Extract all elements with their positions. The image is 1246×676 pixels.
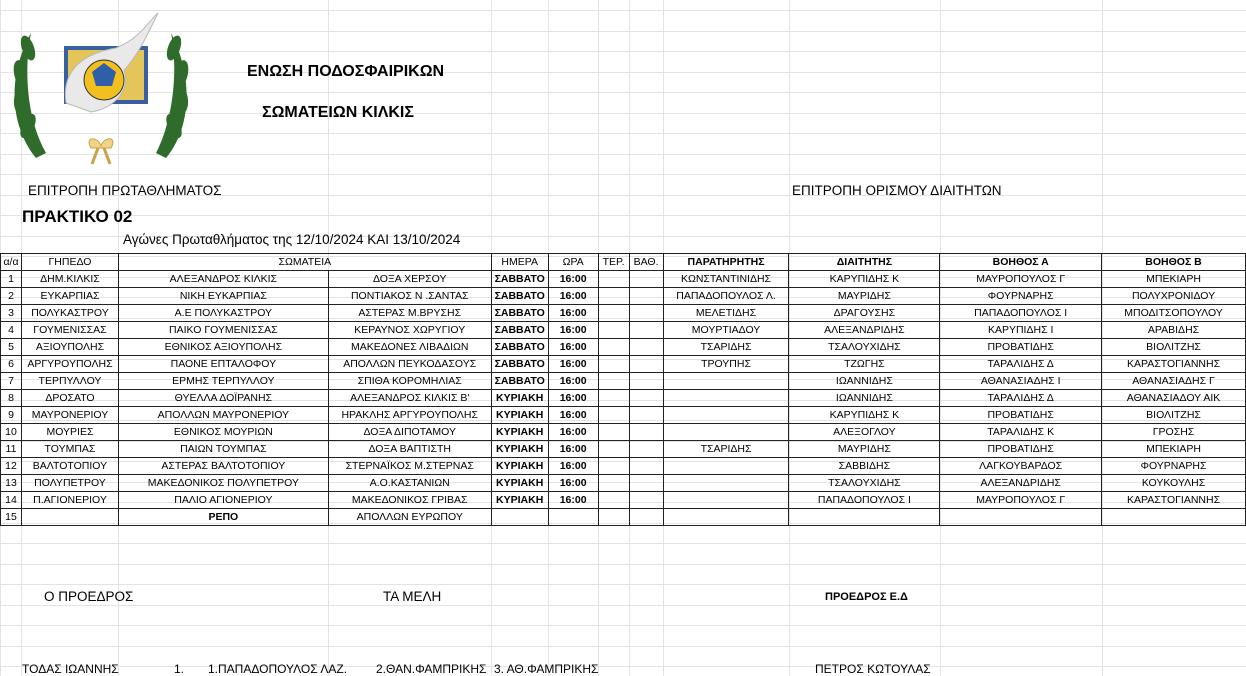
assistant-b-cell: ΚΑΡΑΣΤΟΓΙΑΝΝΗΣ [1102,356,1246,373]
vath-cell [629,407,663,424]
venue-cell [21,509,118,526]
venue-cell: ΔΡΟΣΑΤΟ [21,390,118,407]
ter-cell [598,339,629,356]
referee-cell: ΤΣΑΛΟΥΧΙΔΗΣ [789,475,940,492]
committee-right: ΕΠΙΤΡΟΠΗ ΟΡΙΣΜΟΥ ΔΙΑΙΤΗΤΩΝ [792,183,1002,198]
referee-cell: ΜΑΥΡΙΔΗΣ [789,288,940,305]
row-index-cell: 14 [1,492,22,509]
assistant-a-cell: ΠΡΟΒΑΤΙΔΗΣ [940,339,1102,356]
row-index-cell: 8 [1,390,22,407]
time-cell: 16:00 [548,288,598,305]
time-cell: 16:00 [548,390,598,407]
table-row [1,441,1246,458]
row-index-cell: 7 [1,373,22,390]
time-cell: 16:00 [548,475,598,492]
grid-line [0,174,1246,175]
table-header-row [1,254,1246,271]
referee-cell: ΚΑΡΥΠΙΔΗΣ Κ [789,407,940,424]
row-index-cell: 15 [1,509,22,526]
ter-cell [598,356,629,373]
row-index-cell: 6 [1,356,22,373]
table-row [1,492,1246,509]
away-team-cell: ΔΟΞΑ ΧΕΡΣΟΥ [328,271,491,288]
away-team-cell: ΗΡΑΚΛΗΣ ΑΡΓΥΡΟΥΠΟΛΗΣ [328,407,491,424]
ter-cell [598,475,629,492]
observer-cell: ΤΣΑΡΙΔΗΣ [663,441,789,458]
venue-cell: ΠΟΛΥΠΕΤΡΟΥ [21,475,118,492]
venue-cell: ΠΟΛΥΚΑΣΤΡΟΥ [21,305,118,322]
observer-cell [663,390,789,407]
col-header-referee: ΔΙΑΙΤΗΤΗΣ [789,254,940,271]
referee-cell: ΜΑΥΡΙΔΗΣ [789,441,940,458]
col-header-day: ΗΜΕΡΑ [491,254,548,271]
ter-cell [598,407,629,424]
grid-line [0,666,1246,667]
assistant-a-cell: ΑΘΑΝΑΣΙΑΔΗΣ Ι [940,373,1102,390]
member-1-name: 1.ΠΑΠΑΔΟΠΟΥΛΟΣ ΛΑΖ. [208,662,348,676]
grid-line [0,543,1246,544]
day-cell: ΚΥΡΙΑΚΗ [491,492,548,509]
home-team-cell: ΝΙΚΗ ΕΥΚΑΡΠΙΑΣ [118,288,328,305]
assistant-a-cell: ΤΑΡΑΛΙΔΗΣ Δ [940,356,1102,373]
referee-cell: ΤΖΩΓΗΣ [789,356,940,373]
observer-cell [663,458,789,475]
away-team-cell: ΑΠΟΛΛΩΝ ΕΥΡΩΠΟΥ [328,509,491,526]
home-team-cell: ΜΑΚΕΔΟΝΙΚΟΣ ΠΟΛΥΠΕΤΡΟΥ [118,475,328,492]
venue-cell: ΤΕΡΠΥΛΛΟΥ [21,373,118,390]
org-title-line1: ΕΝΩΣΗ ΠΟΔΟΣΦΑΙΡΙΚΩΝ [247,63,445,80]
referee-cell: ΔΡΑΓΟΥΣΗΣ [789,305,940,322]
observer-cell: ΜΟΥΡΤΙΑΔΟΥ [663,322,789,339]
day-cell: ΚΥΡΙΑΚΗ [491,424,548,441]
assistant-a-cell [940,509,1102,526]
venue-cell: Π.ΑΓΙΟΝΕΡΙΟΥ [21,492,118,509]
observer-cell [663,475,789,492]
referee-cell: ΑΛΕΞΟΓΛΟΥ [789,424,940,441]
day-cell: ΣΑΒΒΑΤΟ [491,339,548,356]
grid-line [0,215,1246,216]
vath-cell [629,271,663,288]
home-team-cell: ΠΑΙΩΝ ΤΟΥΜΠΑΣ [118,441,328,458]
referee-cell: ΠΑΠΑΔΟΠΟΥΛΟΣ Ι [789,492,940,509]
time-cell: 16:00 [548,441,598,458]
col-header-time: ΩΡΑ [548,254,598,271]
referee-cell: ΚΑΡΥΠΙΔΗΣ Κ [789,271,940,288]
assistant-b-cell: ΜΠΕΚΙΑΡΗ [1102,271,1246,288]
assistant-a-cell: ΑΛΕΞΑΝΔΡΙΔΗΣ [940,475,1102,492]
assistant-b-cell: ΑΘΑΝΑΣΙΑΔΟΥ ΑΙΚ [1102,390,1246,407]
row-index-cell: 1 [1,271,22,288]
time-cell: 16:00 [548,305,598,322]
day-cell: ΣΑΒΒΑΤΟ [491,356,548,373]
row-index-cell: 3 [1,305,22,322]
table-row [1,407,1246,424]
time-cell: 16:00 [548,271,598,288]
home-team-cell: ΡΕΠΟ [118,509,328,526]
ter-cell [598,271,629,288]
observer-cell [663,424,789,441]
home-team-cell: ΠΑΟΝΕ ΕΠΤΑΛΟΦΟΥ [118,356,328,373]
venue-cell: ΑΞΙΟΥΠΟΛΗΣ [21,339,118,356]
time-cell: 16:00 [548,356,598,373]
home-team-cell: ΕΡΜΗΣ ΤΕΡΠΥΛΛΟΥ [118,373,328,390]
away-team-cell: Α.Ο.ΚΑΣΤΑΝΙΩΝ [328,475,491,492]
assistant-a-cell: ΦΟΥΡΝΑΡΗΣ [940,288,1102,305]
observer-cell: ΚΩΝΣΤΑΝΤΙΝΙΔΗΣ [663,271,789,288]
committee-left: ΕΠΙΤΡΟΠΗ ΠΡΩΤΑΘΛΗΜΑΤΟΣ [28,183,222,198]
row-index-cell: 2 [1,288,22,305]
assistant-b-cell: ΚΑΡΑΣΤΟΓΙΑΝΝΗΣ [1102,492,1246,509]
away-team-cell: ΜΑΚΕΔΟΝΕΣ ΛΙΒΑΔΙΩΝ [328,339,491,356]
ter-cell [598,288,629,305]
home-team-cell: ΘΥΕΛΛΑ ΔΟΪΡΑΝΗΣ [118,390,328,407]
day-cell: ΣΑΒΒΑΤΟ [491,288,548,305]
time-cell: 16:00 [548,424,598,441]
day-cell [491,509,548,526]
observer-cell: ΤΡΟΥΠΗΣ [663,356,789,373]
row-index-cell: 13 [1,475,22,492]
time-cell [548,509,598,526]
table-row [1,373,1246,390]
member-2-name: 2.ΘΑΝ.ΦΑΜΠΡΙΚΗΣ [376,662,487,676]
venue-cell: ΕΥΚΑΡΠΙΑΣ [21,288,118,305]
assistant-b-cell: ΦΟΥΡΝΑΡΗΣ [1102,458,1246,475]
assistant-b-cell: ΚΟΥΚΟΥΛΗΣ [1102,475,1246,492]
ter-cell [598,390,629,407]
home-team-cell: ΑΛΕΞΑΝΔΡΟΣ ΚΙΛΚΙΣ [118,271,328,288]
table-row [1,288,1246,305]
col-header-venue: ΓΗΠΕΔΟ [21,254,118,271]
vath-cell [629,373,663,390]
table-row [1,305,1246,322]
day-cell: ΚΥΡΙΑΚΗ [491,390,548,407]
away-team-cell: ΑΛΕΞΑΝΔΡΟΣ ΚΙΛΚΙΣ Β' [328,390,491,407]
row-index-cell: 4 [1,322,22,339]
assistant-b-cell: ΒΙΟΛΙΤΖΗΣ [1102,339,1246,356]
day-cell: ΚΥΡΙΑΚΗ [491,407,548,424]
day-cell: ΚΥΡΙΑΚΗ [491,475,548,492]
schedule-subtitle: Αγώνες Πρωταθλήματος της 12/10/2024 ΚΑΙ 13/10/2024 [123,232,461,247]
day-cell: ΚΥΡΙΑΚΗ [491,441,548,458]
table-row [1,424,1246,441]
referee-president-name: ΠΕΤΡΟΣ ΚΩΤΟΥΛΑΣ [815,662,931,676]
referee-cell: ΙΩΑΝΝΙΔΗΣ [789,373,940,390]
col-header-clubs: ΣΩΜΑΤΕΙΑ [118,254,491,271]
venue-cell: ΤΟΥΜΠΑΣ [21,441,118,458]
federation-logo [6,8,196,168]
minutes-title: ΠΡΑΚΤΙΚΟ 02 [22,207,133,226]
day-cell: ΣΑΒΒΑΤΟ [491,322,548,339]
day-cell: ΣΑΒΒΑΤΟ [491,305,548,322]
table-row [1,339,1246,356]
vath-cell [629,305,663,322]
time-cell: 16:00 [548,492,598,509]
away-team-cell: ΔΟΞΑ ΔΙΠΟΤΑΜΟΥ [328,424,491,441]
table-row [1,356,1246,373]
away-team-cell: ΔΟΞΑ ΒΑΠΤΙΣΤΗ [328,441,491,458]
venue-cell: ΜΑΥΡΟΝΕΡΙΟΥ [21,407,118,424]
members-index: 1. [174,662,185,676]
referee-cell [789,509,940,526]
day-cell: ΚΥΡΙΑΚΗ [491,458,548,475]
home-team-cell: ΕΘΝΙΚΟΣ ΜΟΥΡΙΩΝ [118,424,328,441]
grid-line [0,564,1246,565]
vath-cell [629,441,663,458]
vath-cell [629,339,663,356]
assistant-b-cell: ΑΡΑΒΙΔΗΣ [1102,322,1246,339]
away-team-cell: ΣΠΙΘΑ ΚΟΡΟΜΗΛΙΑΣ [328,373,491,390]
row-index-cell: 11 [1,441,22,458]
time-cell: 16:00 [548,407,598,424]
vath-cell [629,492,663,509]
time-cell: 16:00 [548,373,598,390]
away-team-cell: ΚΕΡΑΥΝΟΣ ΧΩΡΥΓΙΟΥ [328,322,491,339]
observer-cell [663,492,789,509]
row-index-cell: 9 [1,407,22,424]
day-cell: ΣΑΒΒΑΤΟ [491,271,548,288]
table-row [1,475,1246,492]
assistant-b-cell: ΜΠΟΔΙΤΣΟΠΟΥΛΟΥ [1102,305,1246,322]
assistant-b-cell [1102,509,1246,526]
away-team-cell: ΣΤΕΡΝΑΪΚΟΣ Μ.ΣΤΕΡΝΑΣ [328,458,491,475]
assistant-b-cell: ΜΠΕΚΙΑΡΗ [1102,441,1246,458]
assistant-b-cell: ΠΟΛΥΧΡΟΝΙΔΟΥ [1102,288,1246,305]
referee-president-label: ΠΡΟΕΔΡΟΣ Ε.Δ [825,591,908,603]
observer-cell [663,373,789,390]
venue-cell: ΒΑΛΤΟΤΟΠΙΟΥ [21,458,118,475]
home-team-cell: ΠΑΛΙΟ ΑΓΙΟΝΕΡΙΟΥ [118,492,328,509]
table-row [1,458,1246,475]
grid-line [0,584,1246,585]
ter-cell [598,373,629,390]
ter-cell [598,509,629,526]
assistant-b-cell: ΒΙΟΛΙΤΖΗΣ [1102,407,1246,424]
assistant-a-cell: ΠΡΟΒΑΤΙΔΗΣ [940,407,1102,424]
away-team-cell: ΜΑΚΕΔΟΝΙΚΟΣ ΓΡΙΒΑΣ [328,492,491,509]
ter-cell [598,305,629,322]
col-header-vath: ΒΑΘ. [629,254,663,271]
col-header-ter: ΤΕΡ. [598,254,629,271]
assistant-a-cell: ΤΑΡΑΛΙΔΗΣ Δ [940,390,1102,407]
time-cell: 16:00 [548,458,598,475]
col-header-index: α/α [1,254,22,271]
assistant-a-cell: ΠΑΠΑΔΟΠΟΥΛΟΣ Ι [940,305,1102,322]
row-index-cell: 12 [1,458,22,475]
assistant-a-cell: ΚΑΡΥΠΙΔΗΣ Ι [940,322,1102,339]
away-team-cell: ΑΣΤΕΡΑΣ Μ.ΒΡΥΣΗΣ [328,305,491,322]
col-header-assistant-b: ΒΟΗΘΟΣ Β [1102,254,1246,271]
observer-cell [663,407,789,424]
table-row [1,509,1246,526]
observer-cell: ΜΕΛΕΤΙΔΗΣ [663,305,789,322]
vath-cell [629,509,663,526]
assistant-a-cell: ΜΑΥΡΟΠΟΥΛΟΣ Γ [940,492,1102,509]
table-row [1,271,1246,288]
home-team-cell: ΠΑΙΚΟ ΓΟΥΜΕΝΙΣΣΑΣ [118,322,328,339]
venue-cell: ΓΟΥΜΕΝΙΣΣΑΣ [21,322,118,339]
ter-cell [598,492,629,509]
president-label: Ο ΠΡΟΕΔΡΟΣ [44,589,134,604]
row-index-cell: 10 [1,424,22,441]
grid-line [0,605,1246,606]
assistant-a-cell: ΜΑΥΡΟΠΟΥΛΟΣ Γ [940,271,1102,288]
table-row [1,390,1246,407]
observer-cell: ΠΑΠΑΔΟΠΟΥΛΟΣ Λ. [663,288,789,305]
day-cell: ΣΑΒΒΑΤΟ [491,373,548,390]
col-header-assistant-a: ΒΟΗΘΟΣ Α [940,254,1102,271]
assistant-a-cell: ΠΡΟΒΑΤΙΔΗΣ [940,441,1102,458]
assistant-b-cell: ΑΘΑΝΑΣΙΑΔΗΣ Γ [1102,373,1246,390]
vath-cell [629,390,663,407]
ter-cell [598,322,629,339]
grid-line [0,625,1246,626]
vath-cell [629,356,663,373]
assistant-a-cell: ΛΑΓΚΟΥΒΑΡΔΟΣ [940,458,1102,475]
time-cell: 16:00 [548,339,598,356]
president-name: ΤΟΔΑΣ ΙΩΑΝΝΗΣ [22,662,119,676]
venue-cell: ΑΡΓΥΡΟΥΠΟΛΗΣ [21,356,118,373]
col-header-observer: ΠΑΡΑΤΗΡΗΤΗΣ [663,254,789,271]
table-row [1,322,1246,339]
vath-cell [629,424,663,441]
time-cell: 16:00 [548,322,598,339]
away-team-cell: ΑΠΟΛΛΩΝ ΠΕΥΚΟΔΑΣΟΥΣ [328,356,491,373]
ter-cell [598,458,629,475]
away-team-cell: ΠΟΝΤΙΑΚΟΣ Ν .ΣΑΝΤΑΣ [328,288,491,305]
referee-cell: ΙΩΑΝΝΙΔΗΣ [789,390,940,407]
match-schedule-table [0,253,1246,526]
grid-line [0,646,1246,647]
vath-cell [629,322,663,339]
referee-cell: ΤΣΑΛΟΥΧΙΔΗΣ [789,339,940,356]
row-index-cell: 5 [1,339,22,356]
assistant-b-cell: ΓΡΟΣΗΣ [1102,424,1246,441]
home-team-cell: ΕΘΝΙΚΟΣ ΑΞΙΟΥΠΟΛΗΣ [118,339,328,356]
vath-cell [629,288,663,305]
vath-cell [629,475,663,492]
venue-cell: ΔΗΜ.ΚΙΛΚΙΣ [21,271,118,288]
ter-cell [598,441,629,458]
home-team-cell: Α.Ε ΠΟΛΥΚΑΣΤΡΟΥ [118,305,328,322]
org-title-line2: ΣΩΜΑΤΕΙΩΝ ΚΙΛΚΙΣ [262,104,414,121]
observer-cell [663,509,789,526]
assistant-a-cell: ΤΑΡΑΛΙΔΗΣ Κ [940,424,1102,441]
venue-cell: ΜΟΥΡΙΕΣ [21,424,118,441]
home-team-cell: ΑΠΟΛΛΩΝ ΜΑΥΡΟΝΕΡΙΟΥ [118,407,328,424]
members-label: ΤΑ ΜΕΛΗ [383,589,442,604]
home-team-cell: ΑΣΤΕΡΑΣ ΒΑΛΤΟΤΟΠΙΟΥ [118,458,328,475]
member-3-name: 3. ΑΘ.ΦΑΜΠΡΙΚΗΣ [494,662,599,676]
vath-cell [629,458,663,475]
referee-cell: ΣΑΒΒΙΔΗΣ [789,458,940,475]
ter-cell [598,424,629,441]
observer-cell: ΤΣΑΡΙΔΗΣ [663,339,789,356]
referee-cell: ΑΛΕΞΑΝΔΡΙΔΗΣ [789,322,940,339]
